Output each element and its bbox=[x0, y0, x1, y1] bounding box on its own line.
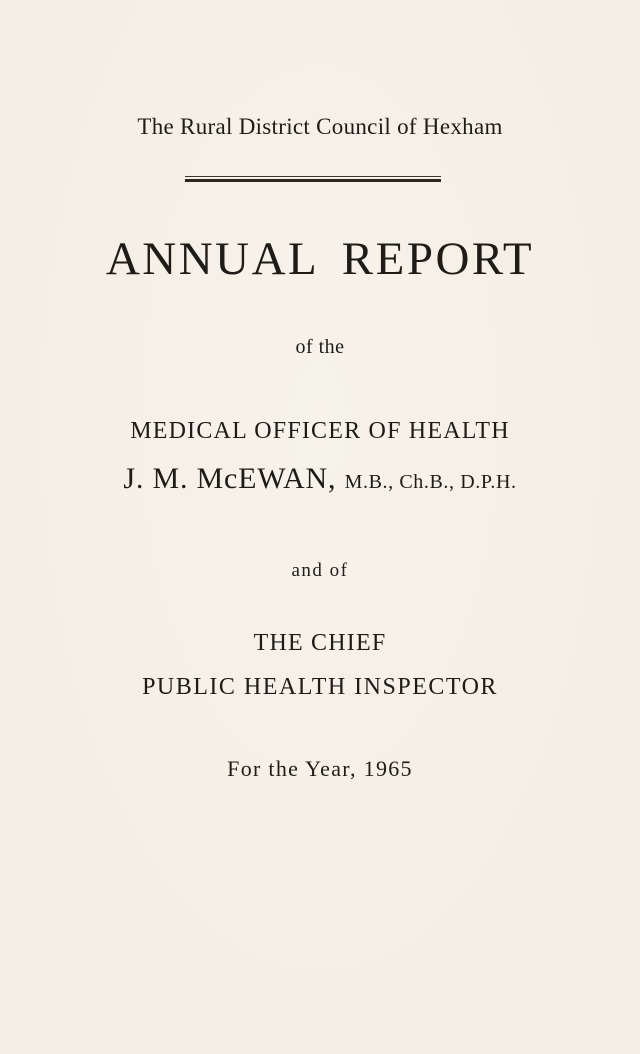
officer-qualifications: M.B., Ch.B., D.P.H. bbox=[344, 471, 517, 493]
and-of-text: and of bbox=[291, 560, 349, 581]
decorative-double-rule bbox=[185, 176, 441, 184]
rule-thin-line bbox=[185, 176, 441, 177]
officer-title: MEDICAL OFFICER OF HEALTH bbox=[130, 418, 510, 444]
officer-name-line bbox=[0, 462, 640, 496]
of-the-text: of the bbox=[295, 336, 345, 358]
rule-thick-line bbox=[185, 179, 441, 182]
report-title: ANNUAL REPORT bbox=[105, 233, 535, 285]
council-title: The Rural District Council of Hexham bbox=[137, 114, 503, 139]
inspector-title-line1: THE CHIEF bbox=[253, 630, 387, 656]
report-year: For the Year, 1965 bbox=[227, 756, 413, 781]
inspector-title-line2: PUBLIC HEALTH INSPECTOR bbox=[142, 674, 498, 700]
officer-name: J. M. McEWAN, bbox=[123, 462, 337, 495]
